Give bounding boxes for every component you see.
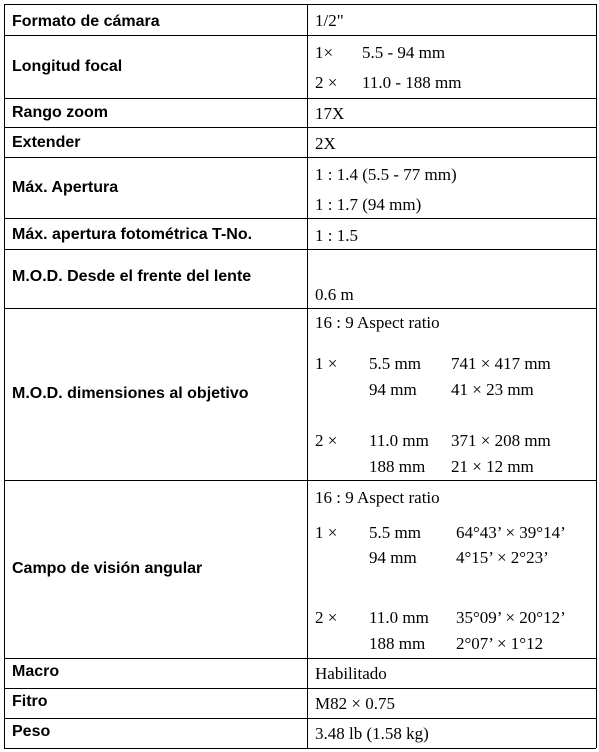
spec-value: 21 × 12 mm [451,457,534,476]
spec-label: Macro [12,663,60,680]
row-divider [4,35,596,36]
spec-value: 16 : 9 Aspect ratio [315,488,440,507]
row-divider [4,157,596,158]
row-divider [4,748,596,749]
spec-label: M.O.D. dimensiones al objetivo [12,385,249,402]
spec-value: 94 mm [369,548,417,567]
spec-value: 3.48 lb (1.58 kg) [315,724,429,743]
spec-label: Longitud focal [12,58,123,75]
spec-label: Máx. apertura fotométrica T-No. [12,226,253,243]
spec-value: 2°07’ × 1°12 [456,634,544,653]
spec-value: 1/2" [315,11,344,30]
spec-value: 11.0 - 188 mm [362,73,462,92]
spec-value: M82 × 0.75 [315,694,395,713]
row-divider [4,249,596,250]
spec-value: 1 : 1.7 (94 mm) [315,195,422,214]
spec-value: 2 × [315,608,338,627]
spec-value: 1 : 1.4 (5.5 - 77 mm) [315,165,457,184]
spec-value: 371 × 208 mm [451,431,551,450]
spec-value: 64°43’ × 39°14’ [456,523,566,542]
spec-value: 741 × 417 mm [451,354,551,373]
spec-value: Habilitado [315,664,387,683]
spec-label: Formato de cámara [12,13,160,30]
spec-value: 16 : 9 Aspect ratio [315,313,440,332]
spec-label: Campo de visión angular [12,560,203,577]
row-divider [4,480,596,481]
row-divider [4,658,596,659]
spec-value: 188 mm [369,457,426,476]
spec-value: 2 × [315,73,338,92]
spec-value: 2 × [315,431,338,450]
spec-value: 4°15’ × 2°23’ [456,548,549,567]
spec-label: M.O.D. Desde el frente del lente [12,268,252,285]
spec-value: 35°09’ × 20°12’ [456,608,566,627]
row-divider [4,127,596,128]
spec-value: 1× [315,43,334,62]
row-divider [4,4,596,5]
row-divider [4,98,596,99]
spec-value: 94 mm [369,380,417,399]
row-divider [4,718,596,719]
spec-label: Extender [12,134,81,151]
spec-value: 11.0 mm [369,431,429,450]
spec-value: 5.5 mm [369,354,421,373]
spec-value: 1 × [315,523,338,542]
spec-value: 11.0 mm [369,608,429,627]
spec-label: Peso [12,723,51,740]
spec-value: 5.5 mm [369,523,421,542]
column-divider [4,4,5,748]
row-divider [4,688,596,689]
spec-value: 41 × 23 mm [451,380,534,399]
spec-value: 5.5 - 94 mm [362,43,446,62]
spec-label: Fitro [12,693,48,710]
spec-value: 2X [315,134,336,153]
spec-label: Rango zoom [12,104,108,121]
spec-value: 1 × [315,354,338,373]
row-divider [4,308,596,309]
row-divider [4,218,596,219]
spec-value: 1 : 1.5 [315,226,358,245]
spec-value: 0.6 m [315,285,354,304]
column-divider [307,4,308,748]
column-divider [596,4,597,748]
spec-value: 188 mm [369,634,426,653]
spec-label: Máx. Apertura [12,179,119,196]
spec-value: 17X [315,104,345,123]
